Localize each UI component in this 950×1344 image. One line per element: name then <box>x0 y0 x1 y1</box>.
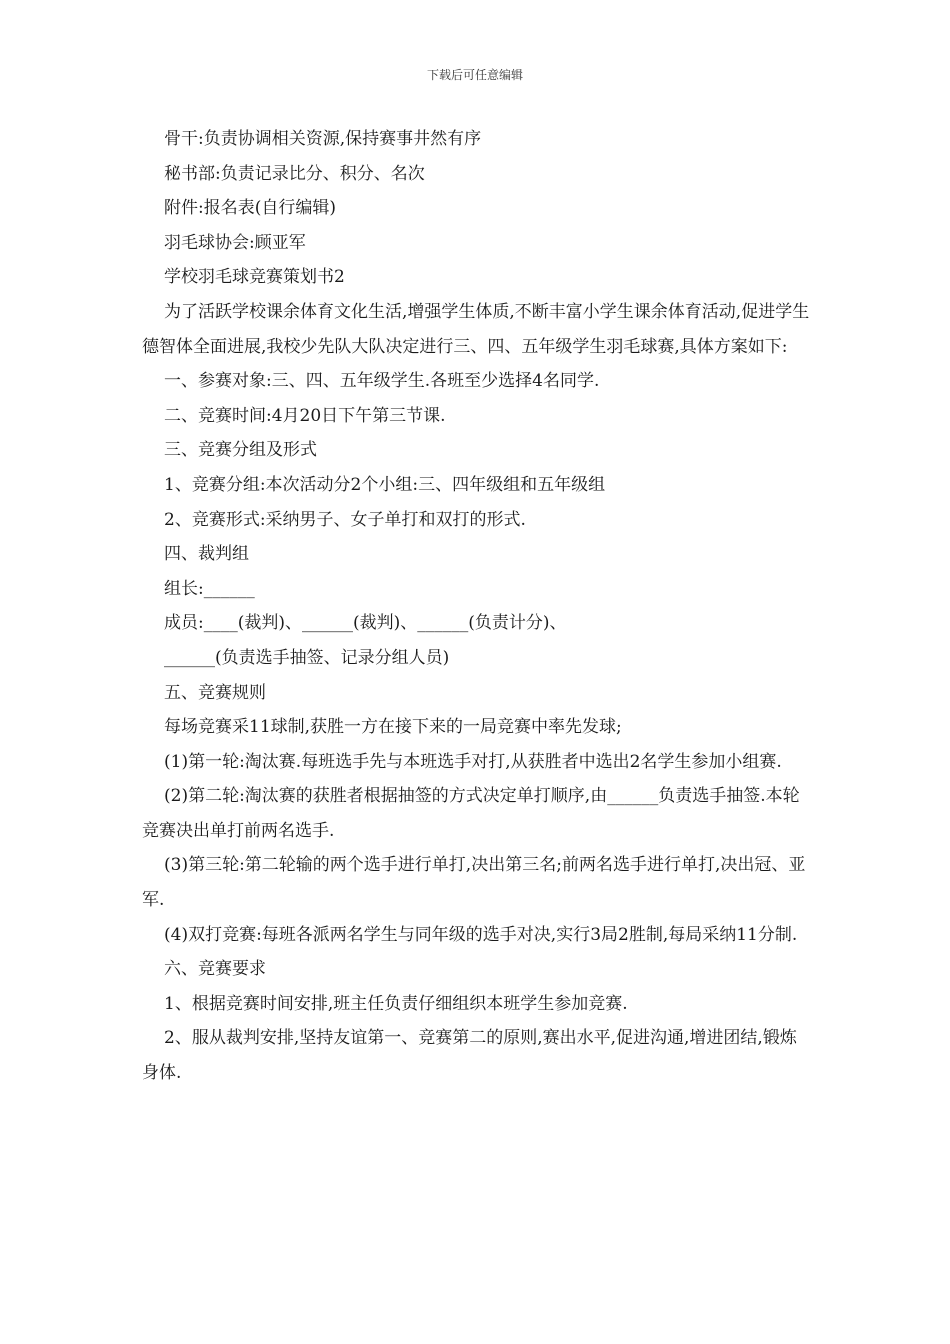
paragraph: 附件:报名表(自行编辑) <box>164 198 336 219</box>
paragraph: (2)第二轮:淘汰赛的获胜者根据抽签的方式决定单打顺序,由______负责选手抽签.本轮竞赛决出单打前两名选手. <box>142 786 800 841</box>
section-heading: 六、竞赛要求 <box>164 959 266 980</box>
section-heading: 三、竞赛分组及形式 <box>164 440 317 461</box>
paragraph: 2、服从裁判安排,坚持友谊第一、竞赛第二的原则,赛出水平,促进沟通,增进团结,锻炼身体. <box>142 1028 797 1084</box>
paragraph: 每场竞赛采11球制,获胜一方在接下来的一局竞赛中率先发球; <box>164 717 622 738</box>
paragraph: (1)第一轮:淘汰赛.每班选手先与本班选手对打,从获胜者中选出2名学生参加小组赛. <box>164 751 782 772</box>
paragraph: 2、竞赛形式:采纳男子、女子单打和双打的形式. <box>164 509 526 530</box>
paragraph: 组长:______ <box>164 578 255 599</box>
paragraph: 二、竞赛时间:4月20日下午第三节课. <box>164 405 446 426</box>
paragraph: 羽毛球协会:顾亚军 <box>164 232 306 253</box>
paragraph: 1、根据竞赛时间安排,班主任负责仔细组织本班学生参加竞赛. <box>164 993 628 1014</box>
paragraph: 秘书部:负责记录比分、积分、名次 <box>164 163 425 184</box>
document-body <box>142 122 810 1091</box>
paragraph: 为了活跃学校课余体育文化生活,增强学生体质,不断丰富小学生课余体育活动,促进学生德智体全面进展,我校少先队大队决定进行三、四、五年级学生羽毛球赛,具体方案如下: <box>142 301 810 357</box>
paragraph: 骨干:负责协调相关资源,保持赛事井然有序 <box>164 129 482 149</box>
section-heading: 五、竞赛规则 <box>164 682 266 703</box>
paragraph: 成员:____(裁判)、______(裁判)、______(负责计分)、 <box>164 613 567 634</box>
paragraph: ______(负责选手抽签、记录分组人员) <box>164 647 450 668</box>
section-heading: 四、裁判组 <box>164 544 249 565</box>
paragraph: 一、参赛对象:三、四、五年级学生.各班至少选择4名同学. <box>164 371 600 392</box>
paragraph: (3)第三轮:第二轮输的两个选手进行单打,决出第三名;前两名选手进行单打,决出冠、亚军. <box>142 855 806 911</box>
paragraph: 1、竞赛分组:本次活动分2个小组:三、四年级组和五年级组 <box>164 474 606 495</box>
section-title: 学校羽毛球竞赛策划书2 <box>164 267 345 288</box>
page-header: 下载后可任意编辑 <box>426 68 523 82</box>
paragraph: (4)双打竞赛:每班各派两名学生与同年级的选手对决,实行3局2胜制,每局采纳11分制. <box>164 924 798 945</box>
